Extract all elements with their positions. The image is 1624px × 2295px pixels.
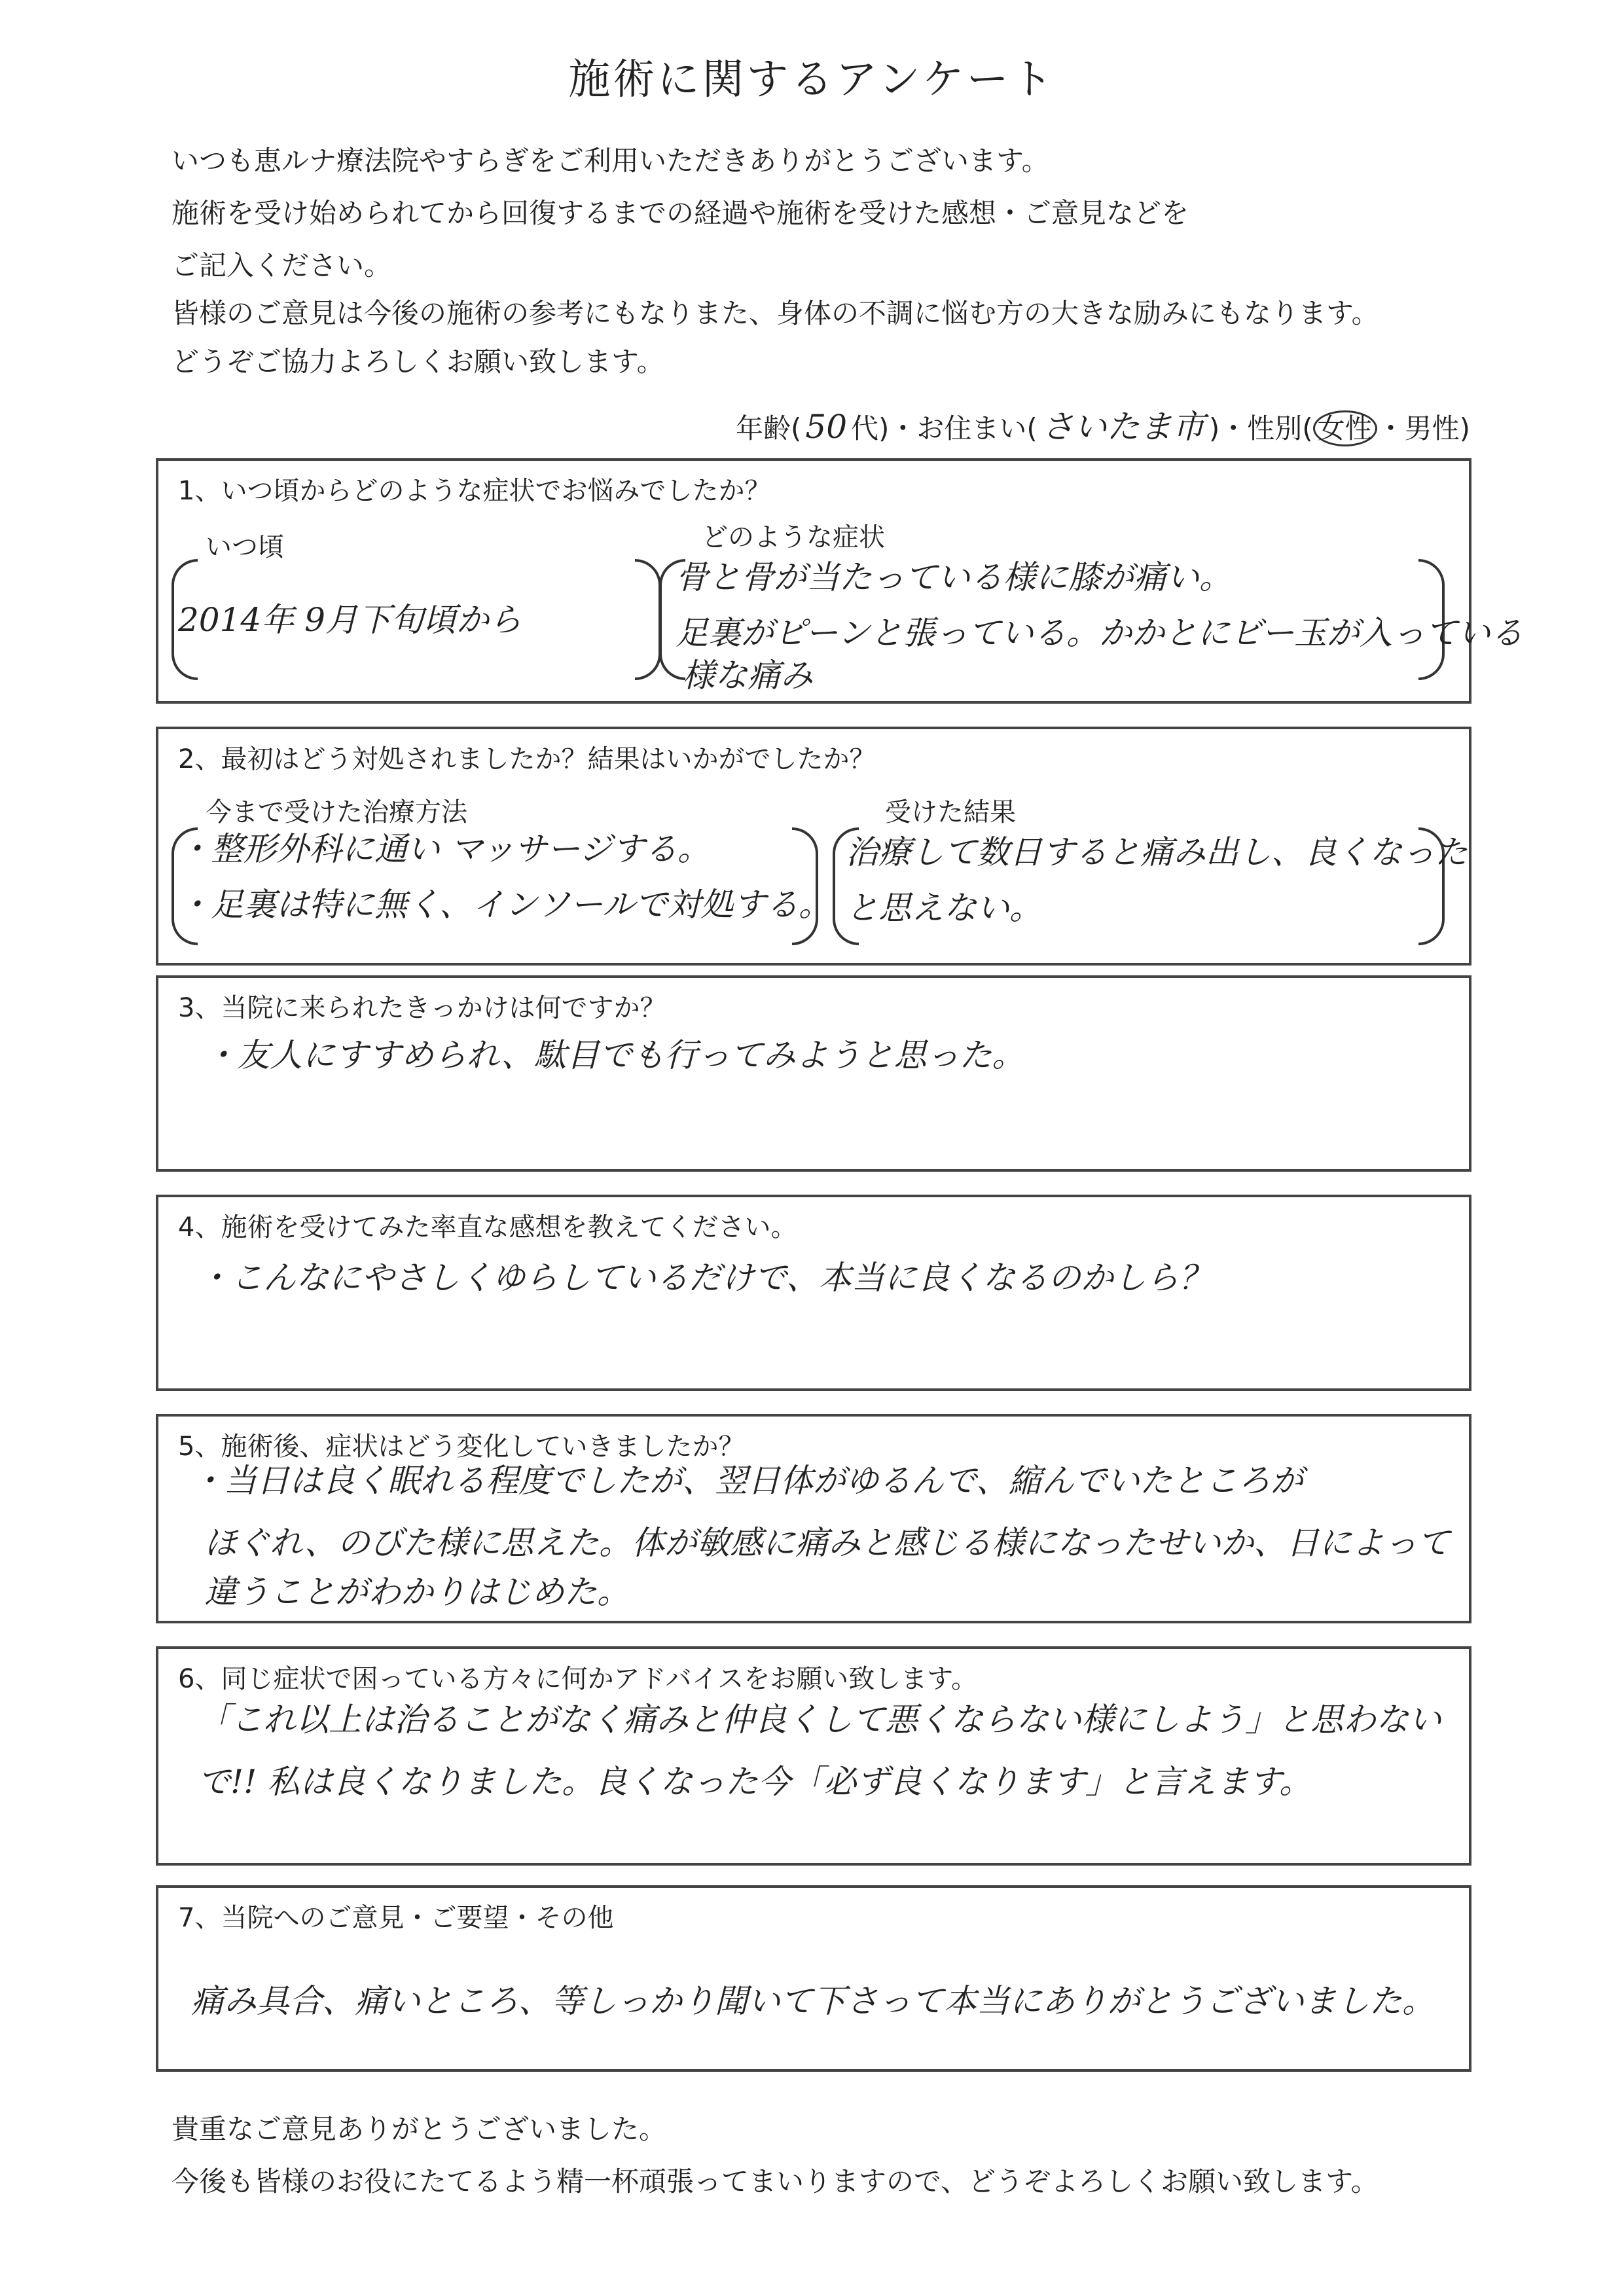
residence-label: 代)・お住まい( xyxy=(851,412,1038,444)
when-label: いつ頃 xyxy=(206,532,284,562)
question-7-box xyxy=(156,1885,1471,2072)
page-title: 施術に関するアンケート xyxy=(568,56,1056,104)
question-6-answer-line-1[interactable]: 「これ以上は治ることがなく痛みと仲良くして悪くならない様にしよう」と思わない xyxy=(198,1701,1441,1739)
when-answer[interactable]: 2014年 9月下旬頃から xyxy=(178,601,522,639)
symptom-answer-line-1[interactable]: 骨と骨が当たっている様に膝が痛い。 xyxy=(676,558,1232,596)
result-answer-line-1[interactable]: 治療して数日すると痛み出し、良くなった xyxy=(846,833,1468,871)
question-6-text: 6、同じ症状で困っている方々に何かアドバイスをお願い致します。 xyxy=(178,1664,978,1694)
result-answer-line-2[interactable]: と思えない。 xyxy=(846,889,1042,927)
intro-line-1: いつも恵ルナ療法院やすらぎをご利用いただきありがとうございます。 xyxy=(171,145,1049,177)
when-bracket-right xyxy=(635,559,661,680)
intro-line-4: 皆様のご意見は今後の施術の参考にもなりまた、身体の不調に悩む方の大きな励みにもなります。 xyxy=(171,297,1379,329)
residence-value[interactable]: さいたま市 xyxy=(1041,408,1205,446)
question-5-answer-line-2[interactable]: ほぐれ、のびた様に思えた。体が敏感に痛みと感じる様になったせいか、日によって xyxy=(204,1524,1450,1562)
intro-line-5: どうぞご協力よろしくお願い致します。 xyxy=(171,346,664,378)
question-2-box xyxy=(156,727,1471,966)
symptom-answer-line-3[interactable]: 様な痛み xyxy=(682,657,813,695)
question-7-text: 7、当院へのご意見・ご要望・その他 xyxy=(178,1903,614,1933)
gender-label: )・性別( xyxy=(1208,412,1313,444)
intro-line-2: 施術を受け始められてから回復するまでの経過や施術を受けた感想・ご意見などを xyxy=(171,197,1189,229)
question-3-text: 3、当院に来られたきっかけは何ですか？ xyxy=(178,993,666,1023)
question-5-answer-line-1[interactable]: ・当日は良く眠れる程度でしたが、翌日体がゆるんで、縮んでいたところが xyxy=(191,1462,1303,1500)
question-6-answer-line-2[interactable]: で!! 私は良くなりました。良くなった今「必ず良くなります」と言えます。 xyxy=(198,1763,1312,1801)
age-label: 年齢( xyxy=(736,412,802,444)
question-4-box xyxy=(156,1195,1471,1391)
question-5-box xyxy=(156,1414,1471,1623)
age-value[interactable]: 50 xyxy=(805,408,848,446)
question-2-text: 2、最初はどう対処されましたか？結果はいかがでしたか？ xyxy=(178,744,876,774)
symptom-label: どのような症状 xyxy=(702,522,885,552)
question-1-box xyxy=(156,458,1523,704)
footer-line-1: 貴重なご意見ありがとうございました。 xyxy=(171,2113,667,2145)
question-7-answer[interactable]: 痛み具合、痛いところ、等しっかり聞いて下さって本当にありがとうございました。 xyxy=(191,1982,1435,2020)
method-answer-line-2[interactable]: ・足裏は特に無く、インソールで対処する。 xyxy=(178,886,831,924)
method-answer-line-1[interactable]: ・整形外科に通い マッサージする。 xyxy=(178,830,710,868)
question-4-answer[interactable]: ・こんなにやさしくゆらしているだけで、本当に良くなるのかしら？ xyxy=(198,1259,1212,1297)
question-3-answer[interactable]: ・友人にすすめられ、駄目でも行ってみようと思った。 xyxy=(204,1036,1025,1074)
question-3-box xyxy=(156,975,1471,1172)
question-4-text: 4、施術を受けてみた率直な感想を教えてください。 xyxy=(178,1212,797,1242)
treatment-method-label: 今まで受けた治療方法 xyxy=(206,797,467,827)
intro-line-3: ご記入ください。 xyxy=(171,249,392,281)
question-1-text: 1、いつ頃からどのような症状でお悩みでしたか？ xyxy=(178,476,771,506)
symptom-answer-line-2[interactable]: 足裏がピーンと張っている。かかとにビー玉が入っている xyxy=(676,614,1523,652)
question-5-answer-line-3[interactable]: 違うことがわかりはじめた。 xyxy=(204,1573,630,1611)
gender-female-circled[interactable]: 女性 xyxy=(1313,410,1377,446)
question-6-box xyxy=(156,1646,1471,1866)
footer-line-2: 今後も皆様のお役にたてるよう精一杯頑張ってまいりますので、どうぞよろしくお願い致します。 xyxy=(171,2165,1379,2197)
gender-male: ・男性) xyxy=(1377,412,1470,444)
question-5-text: 5、施術後、症状はどう変化していきましたか？ xyxy=(178,1432,745,1462)
respondent-info xyxy=(736,401,1470,448)
treatment-result-label: 受けた結果 xyxy=(885,797,1016,827)
